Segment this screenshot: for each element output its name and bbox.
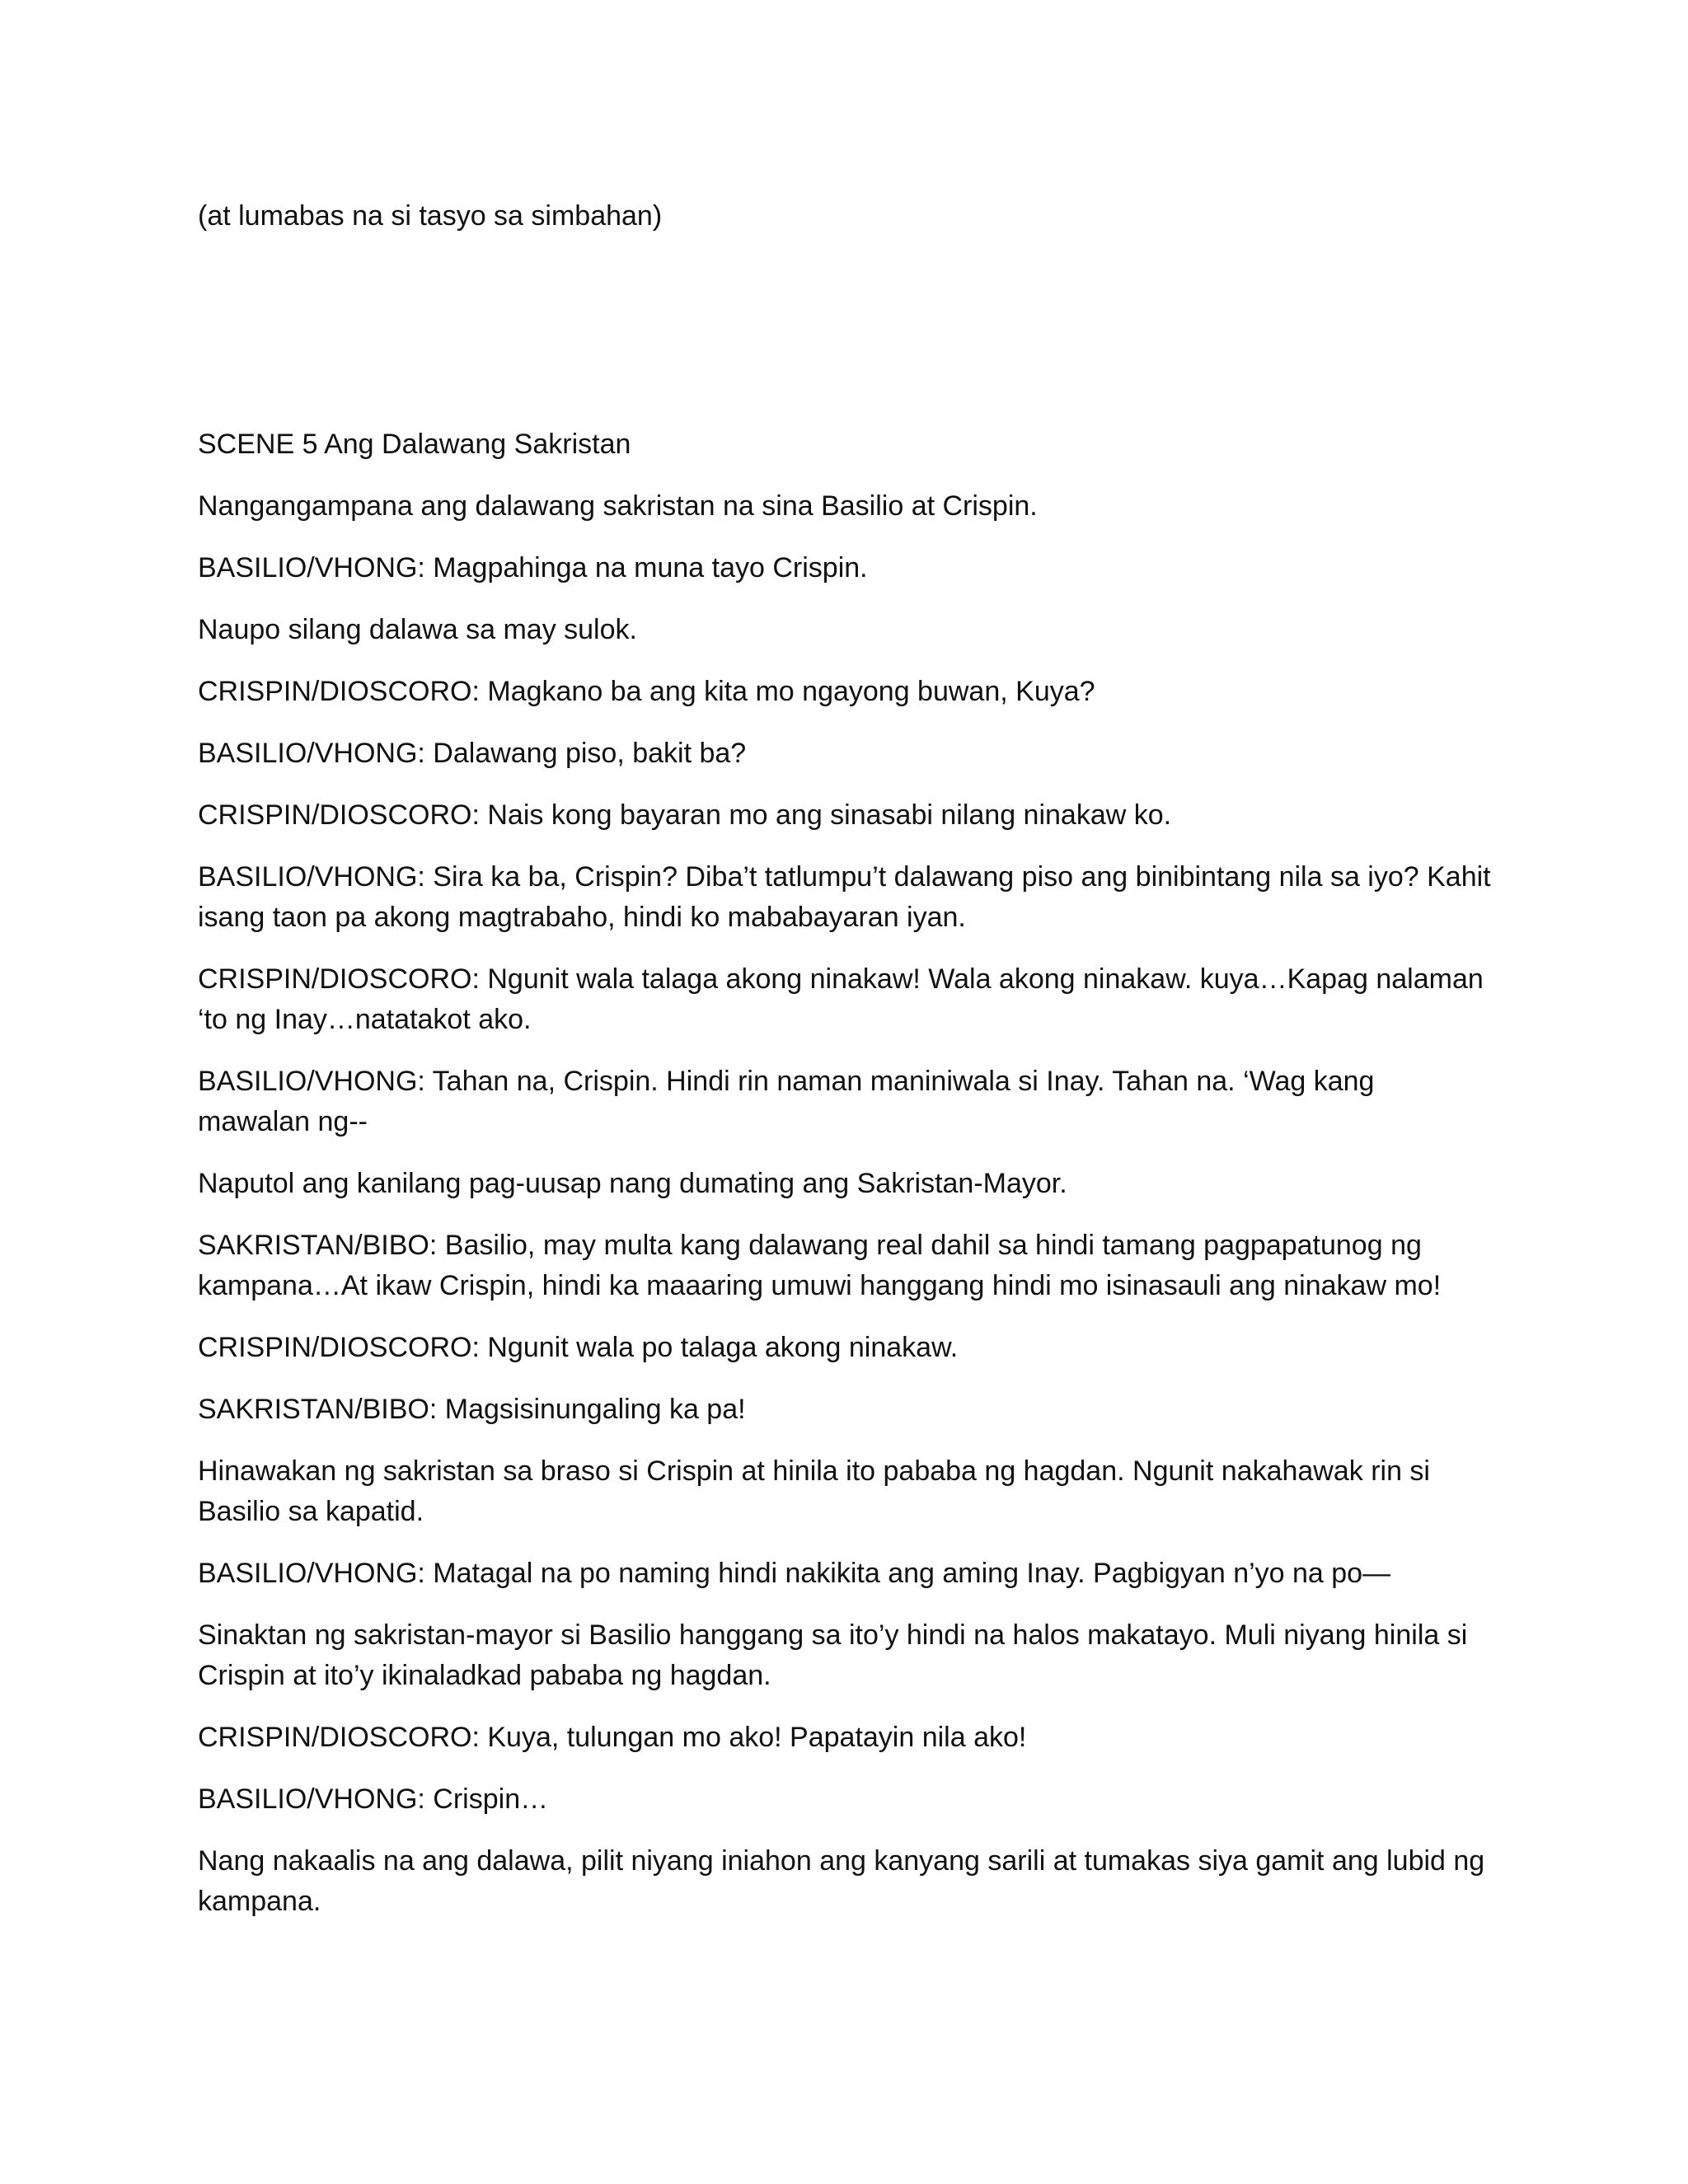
paragraph: CRISPIN/DIOSCORO: Kuya, tulungan mo ako! Papatayin nila ako! — [198, 1722, 1027, 1753]
paragraph: BASILIO/VHONG: Dalawang piso, bakit ba? — [198, 738, 747, 769]
paragraph: BASILIO/VHONG: Sira ka ba, Crispin? Diba’t tatlumpu’t dalawang piso ang binibintang nila sa iyo? Kahit isang taon pa akong magtrabaho, hindi ko mababayaran iyan. — [198, 861, 1491, 933]
document-body — [198, 196, 1492, 1943]
paragraph: CRISPIN/DIOSCORO: Ngunit wala po talaga akong ninakaw. — [198, 1332, 959, 1363]
paragraph: Naupo silang dalawa sa may sulok. — [198, 614, 637, 645]
paragraph: BASILIO/VHONG: Magpahinga na muna tayo Crispin. — [198, 552, 868, 583]
scene-title: SCENE 5 Ang Dalawang Sakristan — [198, 429, 631, 460]
paragraph: BASILIO/VHONG: Crispin… — [198, 1783, 549, 1815]
paragraph: SAKRISTAN/BIBO: Basilio, may multa kang dalawang real dahil sa hindi tamang pagpapatunog ng kampana…At ikaw Crispin, hindi ka maaaring umuwi hanggang hindi mo isinasauli ang ninakaw mo! — [198, 1230, 1442, 1301]
paragraph: Nang nakaalis na ang dalawa, pilit niyang iniahon ang kanyang sarili at tumakas siya gamit ang lubid ng kampana. — [198, 1845, 1485, 1917]
paragraph: CRISPIN/DIOSCORO: Ngunit wala talaga akong ninakaw! Wala akong ninakaw. kuya…Kapag nalaman ‘to ng Inay…natatakot ako. — [198, 963, 1484, 1035]
paragraph: Naputol ang kanilang pag-uusap nang dumating ang Sakristan-Mayor. — [198, 1168, 1067, 1199]
paragraph: Hinawakan ng sakristan sa braso si Crispin at hinila ito pababa ng hagdan. Ngunit nakahawak rin si Basilio sa kapatid. — [198, 1455, 1430, 1527]
blank-space — [198, 237, 1492, 424]
paragraph: SAKRISTAN/BIBO: Magsisinungaling ka pa! — [198, 1394, 746, 1425]
paragraph: BASILIO/VHONG: Tahan na, Crispin. Hindi rin naman maniniwala si Inay. Tahan na. ‘Wag kang mawalan ng-- — [198, 1066, 1375, 1137]
paragraph: Sinaktan ng sakristan-mayor si Basilio hanggang sa ito’y hindi na halos makatayo. Muli niyang hinila si Crispin at ito’y ikinaladkad pababa ng hagdan. — [198, 1619, 1468, 1691]
paragraph: Nangangampana ang dalawang sakristan na sina Basilio at Crispin. — [198, 490, 1038, 522]
paragraph: CRISPIN/DIOSCORO: Magkano ba ang kita mo ngayong buwan, Kuya? — [198, 676, 1095, 707]
paragraph: BASILIO/VHONG: Matagal na po naming hindi nakikita ang aming Inay. Pagbigyan n’yo na po— — [198, 1558, 1391, 1589]
paragraph: CRISPIN/DIOSCORO: Nais kong bayaran mo ang sinasabi nilang ninakaw ko. — [198, 799, 1172, 831]
intro-note: (at lumabas na si tasyo sa simbahan) — [198, 200, 663, 232]
